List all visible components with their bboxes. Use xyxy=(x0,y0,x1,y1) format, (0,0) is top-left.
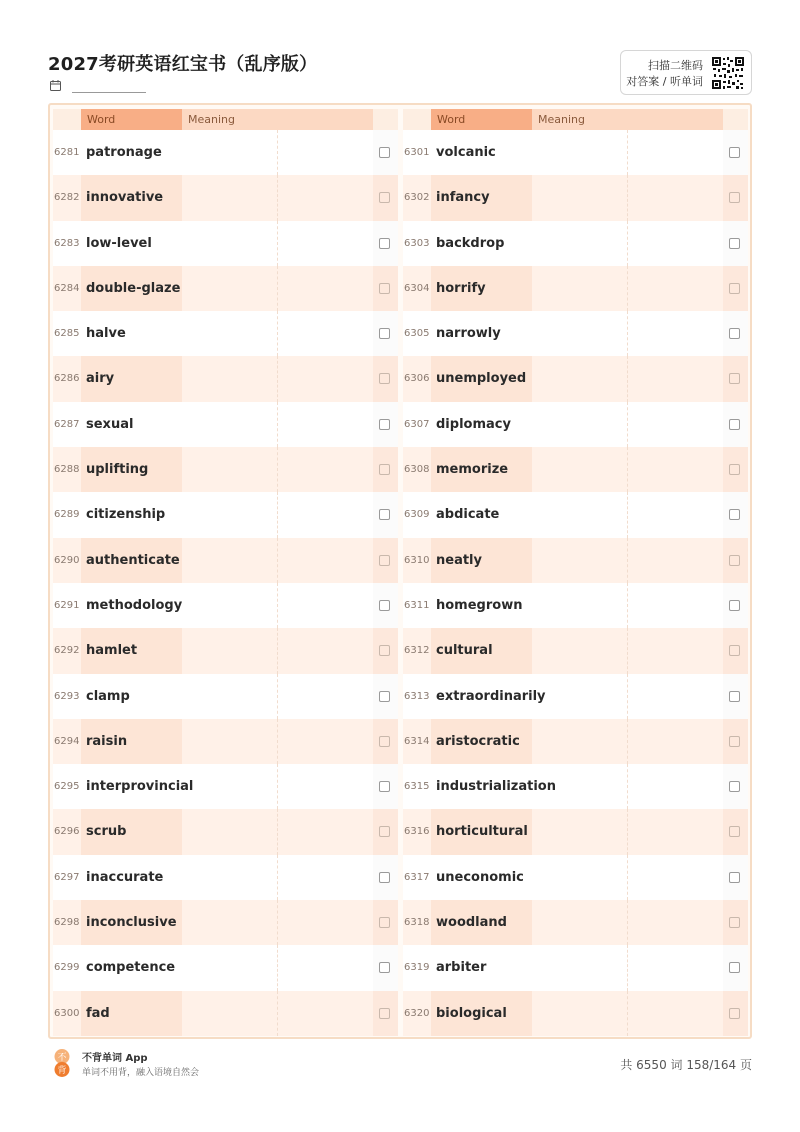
checkbox-icon[interactable] xyxy=(379,600,390,611)
checkbox-icon[interactable] xyxy=(729,1008,740,1019)
word-number: 6310 xyxy=(404,554,430,566)
word-number: 6309 xyxy=(404,509,430,521)
word-number: 6317 xyxy=(404,871,430,883)
checkbox-icon[interactable] xyxy=(729,464,740,475)
page-info: 共 6550 词 158/164 页 xyxy=(620,1058,752,1072)
word-text: airy xyxy=(86,371,115,387)
right-rows xyxy=(403,130,748,1036)
word-text: arbiter xyxy=(436,960,487,976)
checkbox-icon[interactable] xyxy=(729,826,740,837)
word-number: 6290 xyxy=(54,554,80,566)
meaning-cell[interactable] xyxy=(277,628,278,673)
logo-top-char: 不 xyxy=(57,1053,67,1063)
meaning-cell[interactable] xyxy=(627,991,628,1036)
table-row xyxy=(403,583,748,628)
word-text: low-level xyxy=(86,235,152,251)
word-text: citizenship xyxy=(86,507,166,523)
word-number: 6288 xyxy=(54,464,80,476)
table-row xyxy=(403,991,748,1036)
checkbox-icon[interactable] xyxy=(379,283,390,294)
word-number: 6311 xyxy=(404,599,430,611)
word-text: uneconomic xyxy=(436,869,524,885)
checkbox-icon[interactable] xyxy=(379,917,390,928)
table-row xyxy=(53,900,398,945)
word-text: unemployed xyxy=(436,371,527,387)
meaning-cell[interactable] xyxy=(277,719,278,764)
table-row xyxy=(403,674,748,719)
table-row xyxy=(403,221,748,266)
table-row xyxy=(53,402,398,447)
word-number: 6281 xyxy=(54,147,80,158)
checkbox-icon[interactable] xyxy=(379,464,390,475)
date-line[interactable] xyxy=(72,92,146,93)
table-row xyxy=(53,266,398,311)
meaning-cell[interactable] xyxy=(627,628,628,673)
checkbox-icon[interactable] xyxy=(729,509,740,520)
table-row xyxy=(53,991,398,1036)
word-number: 6306 xyxy=(404,373,430,385)
word-number: 6315 xyxy=(404,781,430,793)
right-header xyxy=(403,109,748,130)
word-number: 6286 xyxy=(54,373,80,385)
left-header xyxy=(53,109,398,130)
checkbox-icon[interactable] xyxy=(379,826,390,837)
meaning-cell[interactable] xyxy=(627,900,628,945)
word-number: 6282 xyxy=(54,192,80,204)
word-number: 6284 xyxy=(54,282,80,294)
checkbox-icon[interactable] xyxy=(379,192,390,203)
right-panel xyxy=(403,109,748,1035)
meaning-cell[interactable] xyxy=(627,447,628,492)
table-row xyxy=(403,492,748,537)
word-number: 6292 xyxy=(54,645,80,657)
checkbox-icon[interactable] xyxy=(379,691,390,702)
meaning-column-header: Meaning xyxy=(182,109,373,130)
word-number: 6319 xyxy=(404,962,430,974)
table-row xyxy=(403,447,748,492)
word-number: 6287 xyxy=(54,418,80,430)
word-number: 6295 xyxy=(54,781,80,793)
word-column-header: Word xyxy=(431,109,532,130)
word-number: 6298 xyxy=(54,917,80,929)
checkbox-icon[interactable] xyxy=(379,555,390,566)
word-text: innovative xyxy=(86,190,164,206)
table-row xyxy=(53,356,398,401)
meaning-cell[interactable] xyxy=(277,356,278,401)
checkbox-icon[interactable] xyxy=(379,1008,390,1019)
meaning-cell[interactable] xyxy=(277,674,278,719)
date-field xyxy=(50,80,61,91)
word-number: 6291 xyxy=(54,599,80,611)
word-number: 6316 xyxy=(404,826,430,838)
word-text: sexual xyxy=(86,416,134,432)
meaning-cell[interactable] xyxy=(277,492,278,537)
meaning-cell[interactable] xyxy=(627,719,628,764)
meaning-cell[interactable] xyxy=(627,583,628,628)
meaning-cell[interactable] xyxy=(627,764,628,809)
word-text: methodology xyxy=(86,597,183,613)
word-text: industrialization xyxy=(436,779,556,795)
meaning-cell[interactable] xyxy=(277,855,278,900)
meaning-cell[interactable] xyxy=(277,447,278,492)
meaning-cell[interactable] xyxy=(277,311,278,356)
table-row xyxy=(53,945,398,990)
word-text: inconclusive xyxy=(86,915,177,931)
checkbox-icon[interactable] xyxy=(379,872,390,883)
meaning-cell[interactable] xyxy=(627,221,628,266)
word-number: 6289 xyxy=(54,509,80,521)
meaning-cell[interactable] xyxy=(627,402,628,447)
word-text: authenticate xyxy=(86,552,180,568)
table-row xyxy=(403,311,748,356)
word-text: neatly xyxy=(436,552,482,568)
meaning-cell[interactable] xyxy=(627,855,628,900)
meaning-cell[interactable] xyxy=(277,538,278,583)
word-text: interprovincial xyxy=(86,779,194,795)
word-text: horrify xyxy=(436,280,486,296)
header-check-cell xyxy=(373,109,398,130)
word-text: woodland xyxy=(436,915,507,931)
word-text: fad xyxy=(86,1005,110,1021)
meaning-cell[interactable] xyxy=(627,356,628,401)
meaning-cell[interactable] xyxy=(627,311,628,356)
table-row xyxy=(403,402,748,447)
word-number: 6293 xyxy=(54,690,80,702)
meaning-cell[interactable] xyxy=(277,809,278,854)
table-row xyxy=(403,855,748,900)
word-text: biological xyxy=(436,1005,507,1021)
checkbox-icon[interactable] xyxy=(729,691,740,702)
meaning-cell[interactable] xyxy=(627,130,628,175)
table-row xyxy=(53,311,398,356)
word-number: 6299 xyxy=(54,962,80,974)
word-text: homegrown xyxy=(436,597,523,613)
word-text: diplomacy xyxy=(436,416,511,432)
qr-panel xyxy=(620,50,752,95)
checkbox-icon[interactable] xyxy=(729,373,740,384)
table-row xyxy=(403,945,748,990)
meaning-cell[interactable] xyxy=(627,492,628,537)
checkbox-icon[interactable] xyxy=(729,147,740,158)
table-row xyxy=(53,809,398,854)
left-panel xyxy=(53,109,398,1035)
checkbox-icon[interactable] xyxy=(379,645,390,656)
word-text: narrowly xyxy=(436,326,501,342)
word-text: double-glaze xyxy=(86,280,181,296)
checkbox-icon[interactable] xyxy=(379,419,390,430)
word-number: 6304 xyxy=(404,282,430,294)
checkbox-icon[interactable] xyxy=(729,962,740,973)
word-number: 6285 xyxy=(54,328,80,340)
checkbox-icon[interactable] xyxy=(379,736,390,747)
checkbox-icon[interactable] xyxy=(729,917,740,928)
word-text: inaccurate xyxy=(86,869,164,885)
word-text: infancy xyxy=(436,190,490,206)
checkbox-icon[interactable] xyxy=(729,328,740,339)
word-number: 6283 xyxy=(54,237,80,249)
table-row xyxy=(53,583,398,628)
table-row xyxy=(53,175,398,220)
table-row xyxy=(403,628,748,673)
word-number: 6320 xyxy=(404,1007,430,1019)
word-text: volcanic xyxy=(436,145,496,160)
table-row xyxy=(53,538,398,583)
table-row xyxy=(53,719,398,764)
table-row xyxy=(53,855,398,900)
checkbox-icon[interactable] xyxy=(729,283,740,294)
table-row xyxy=(53,447,398,492)
meaning-cell[interactable] xyxy=(277,583,278,628)
table-row xyxy=(403,809,748,854)
qr-caption xyxy=(626,58,703,90)
word-text: halve xyxy=(86,326,126,342)
meaning-cell[interactable] xyxy=(277,221,278,266)
meaning-cell[interactable] xyxy=(277,130,278,175)
brand-slogan: 单词不用背，融入语境自然会 xyxy=(82,1068,200,1078)
word-number: 6318 xyxy=(404,917,430,929)
meaning-cell[interactable] xyxy=(277,764,278,809)
checkbox-icon[interactable] xyxy=(379,781,390,792)
word-text: patronage xyxy=(86,145,162,160)
checkbox-icon[interactable] xyxy=(729,192,740,203)
app-logo xyxy=(52,1049,72,1077)
meaning-cell[interactable] xyxy=(277,900,278,945)
word-number: 6305 xyxy=(404,328,430,340)
word-text: horticultural xyxy=(436,824,528,840)
table-row xyxy=(403,175,748,220)
word-text: aristocratic xyxy=(436,733,520,749)
word-text: abdicate xyxy=(436,507,500,523)
word-number: 6297 xyxy=(54,871,80,883)
table-row xyxy=(403,764,748,809)
word-number: 6312 xyxy=(404,645,430,657)
table-row xyxy=(53,492,398,537)
meaning-cell[interactable] xyxy=(627,175,628,220)
word-text: raisin xyxy=(86,733,128,749)
table-row xyxy=(403,356,748,401)
header-number-cell xyxy=(53,109,81,130)
table-row xyxy=(53,628,398,673)
word-text: hamlet xyxy=(86,643,138,659)
meaning-cell[interactable] xyxy=(627,266,628,311)
vocabulary-table xyxy=(48,103,752,1039)
table-row xyxy=(403,538,748,583)
word-number: 6302 xyxy=(404,192,430,204)
table-row xyxy=(53,130,398,175)
checkbox-icon[interactable] xyxy=(729,736,740,747)
checkbox-icon[interactable] xyxy=(379,962,390,973)
word-number: 6301 xyxy=(404,147,430,158)
header-check-cell xyxy=(723,109,748,130)
word-text: uplifting xyxy=(86,462,149,478)
checkbox-icon[interactable] xyxy=(729,600,740,611)
qr-code-icon[interactable] xyxy=(711,56,745,90)
word-text: scrub xyxy=(86,824,127,840)
meaning-cell[interactable] xyxy=(627,538,628,583)
header-number-cell xyxy=(403,109,431,130)
word-text: backdrop xyxy=(436,235,505,251)
meaning-cell[interactable] xyxy=(277,175,278,220)
word-number: 6303 xyxy=(404,237,430,249)
meaning-column-header: Meaning xyxy=(532,109,723,130)
checkbox-icon[interactable] xyxy=(729,872,740,883)
calendar-icon xyxy=(50,80,61,91)
word-column-header: Word xyxy=(81,109,182,130)
checkbox-icon[interactable] xyxy=(379,238,390,249)
table-row xyxy=(403,266,748,311)
qr-line1: 扫描二维码 xyxy=(648,59,703,72)
checkbox-icon[interactable] xyxy=(729,555,740,566)
checkbox-icon[interactable] xyxy=(729,238,740,249)
word-number: 6308 xyxy=(404,464,430,476)
qr-line2: 对答案 / 听单词 xyxy=(626,75,703,88)
page-title: 2027考研英语红宝书（乱序版） xyxy=(48,54,318,75)
brand-name: 不背单词 App xyxy=(82,1053,148,1064)
meaning-cell[interactable] xyxy=(627,809,628,854)
table-row xyxy=(53,674,398,719)
meaning-cell[interactable] xyxy=(277,991,278,1036)
table-row xyxy=(53,221,398,266)
table-row xyxy=(403,719,748,764)
word-text: clamp xyxy=(86,688,130,704)
word-number: 6307 xyxy=(404,418,430,430)
meaning-cell[interactable] xyxy=(277,266,278,311)
word-text: extraordinarily xyxy=(436,688,546,704)
word-text: memorize xyxy=(436,462,509,478)
checkbox-icon[interactable] xyxy=(379,147,390,158)
checkbox-icon[interactable] xyxy=(729,645,740,656)
word-number: 6294 xyxy=(54,735,80,747)
word-number: 6296 xyxy=(54,826,80,838)
meaning-cell[interactable] xyxy=(277,402,278,447)
meaning-cell[interactable] xyxy=(627,945,628,990)
checkbox-icon[interactable] xyxy=(379,328,390,339)
left-rows xyxy=(53,130,398,1036)
table-row xyxy=(403,130,748,175)
table-row xyxy=(403,900,748,945)
meaning-cell[interactable] xyxy=(277,945,278,990)
word-number: 6313 xyxy=(404,690,430,702)
word-number: 6300 xyxy=(54,1007,80,1019)
checkbox-icon[interactable] xyxy=(379,509,390,520)
meaning-cell[interactable] xyxy=(627,674,628,719)
checkbox-icon[interactable] xyxy=(729,419,740,430)
table-row xyxy=(53,764,398,809)
word-text: cultural xyxy=(436,643,493,659)
word-text: competence xyxy=(86,960,176,976)
checkbox-icon[interactable] xyxy=(379,373,390,384)
logo-bottom-char: 背 xyxy=(57,1066,67,1076)
checkbox-icon[interactable] xyxy=(729,781,740,792)
word-number: 6314 xyxy=(404,735,430,747)
